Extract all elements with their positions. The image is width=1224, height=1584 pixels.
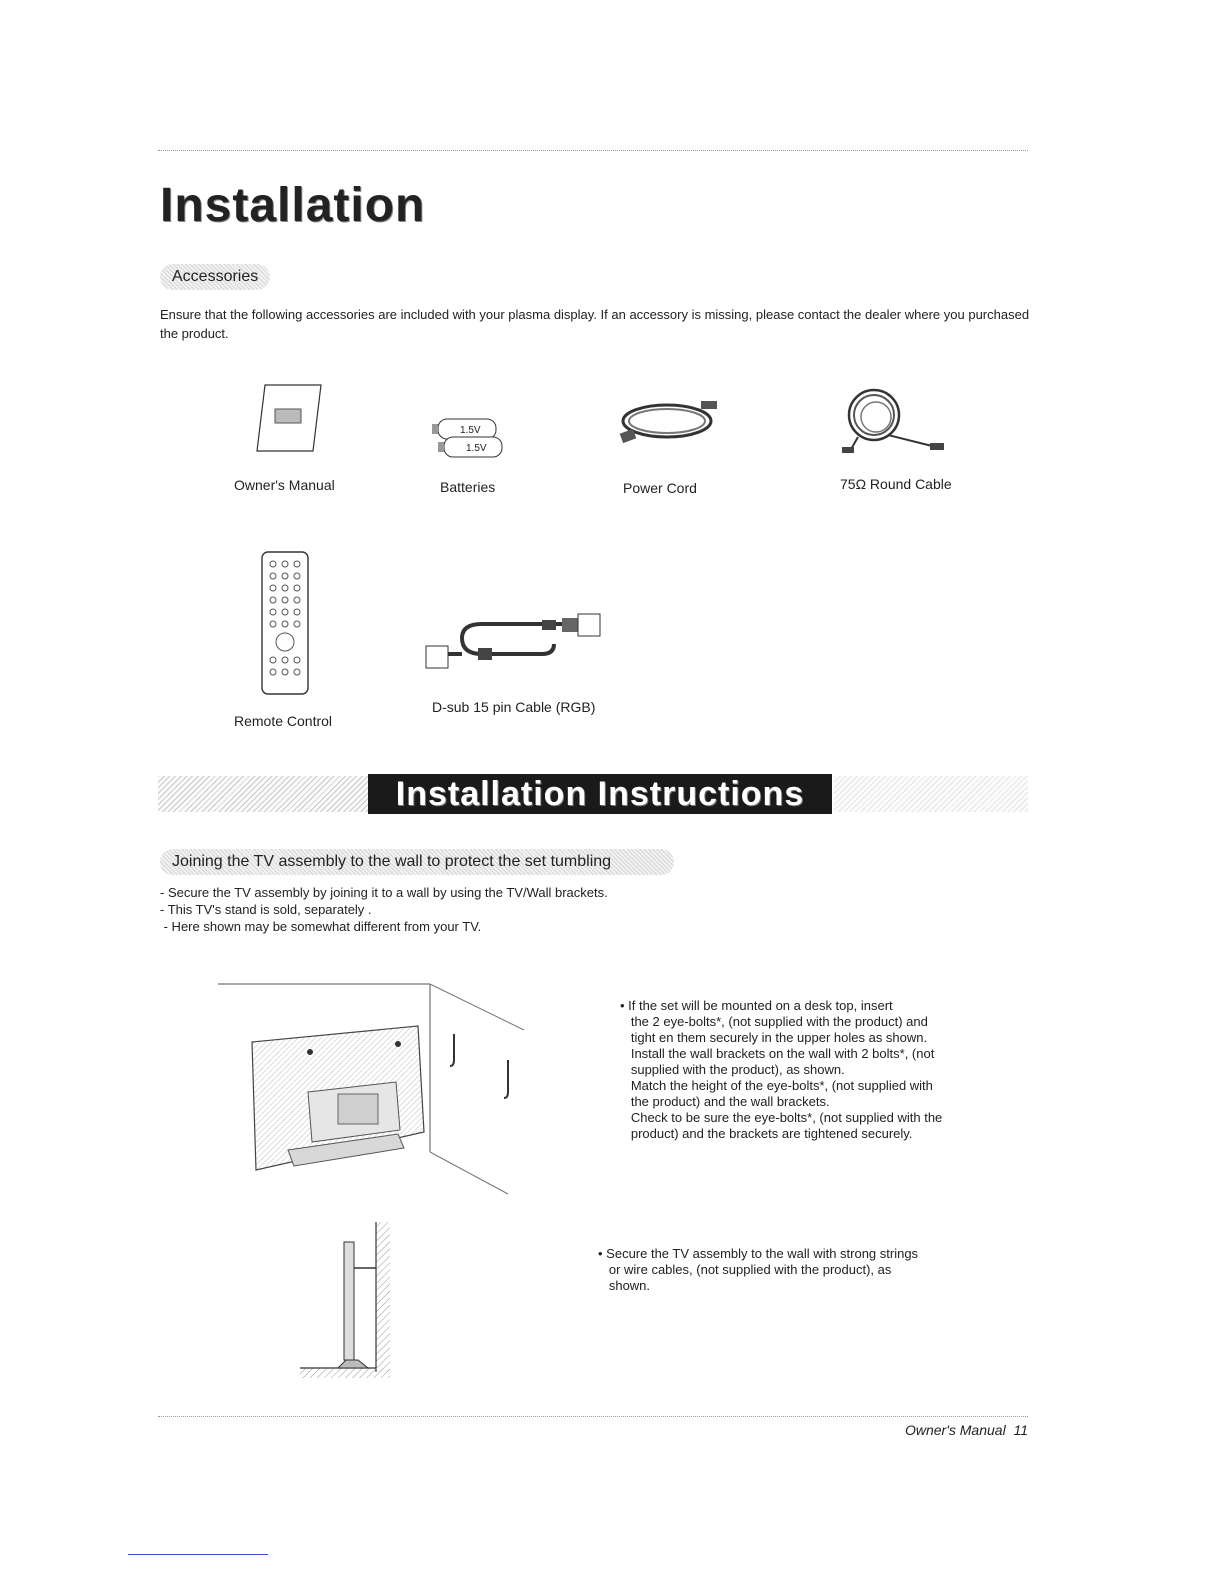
step-text-strings: • Secure the TV assembly to the wall with strong strings or wire cables, (not supplied with the product), as shown. [598, 1246, 919, 1293]
caption-remote-control: Remote Control [234, 713, 333, 729]
caption-round-cable: 75Ω Round Cable [840, 476, 952, 492]
wall-mount-diagram [218, 982, 538, 1192]
bottom-link-underline [128, 1554, 268, 1555]
step-text-eye-bolts: • If the set will be mounted on a desk top, insert the 2 eye-bolts*, (not supplied with the product) and tight en them securely in the upper holes as shown. Install the wall brackets on the wall with 2 bolts*, (not supplied with the product), as shown. Match the height of the eye-bolts*, (not supplied with the product) and the wall brackets. Check to be sure the eye-bolts*, (not supplied with the product) and the brackets are tightened securely. [620, 998, 943, 1141]
caption-batteries: Batteries [440, 479, 496, 495]
page-title: Installation [160, 179, 426, 232]
note-item: - This TV's stand is sold, separately . [160, 902, 372, 917]
side-view-diagram [296, 1222, 396, 1382]
caption-owners-manual: Owner's Manual [234, 477, 335, 493]
top-divider [158, 150, 1028, 151]
manual-icon [255, 383, 325, 455]
banner-right-pattern [834, 776, 1028, 812]
power-cord-icon [615, 395, 725, 455]
remote-control-icon [258, 550, 312, 698]
batteries-icon [430, 415, 510, 463]
caption-power-cord: Power Cord [623, 480, 697, 496]
section-heading-accessories: Accessories [160, 264, 270, 290]
banner-title: Installation Instructions [368, 774, 832, 814]
section-heading-joining: Joining the TV assembly to the wall to protect the set tumbling [160, 849, 674, 875]
caption-dsub-cable: D-sub 15 pin Cable (RGB) [432, 699, 596, 715]
bottom-divider [158, 1416, 1028, 1417]
note-item: - Secure the TV assembly by joining it to a wall by using the TV/Wall brackets. [160, 885, 608, 900]
svg-text:1.5V: 1.5V [466, 443, 487, 454]
installation-instructions-banner [158, 774, 1028, 814]
notes-list [160, 884, 608, 935]
note-item: - Here shown may be somewhat different from your TV. [160, 919, 482, 934]
accessories-intro: Ensure that the following accessories are included with your plasma display. If an accessory is missing, please contact the dealer where you purchased the product. [160, 307, 1030, 341]
page-footer: Owner's Manual 11 [904, 1422, 1028, 1438]
svg-text:1.5V: 1.5V [460, 425, 481, 436]
dsub-cable-icon [422, 610, 610, 670]
banner-left-pattern [158, 776, 368, 812]
round-cable-icon [838, 385, 948, 457]
